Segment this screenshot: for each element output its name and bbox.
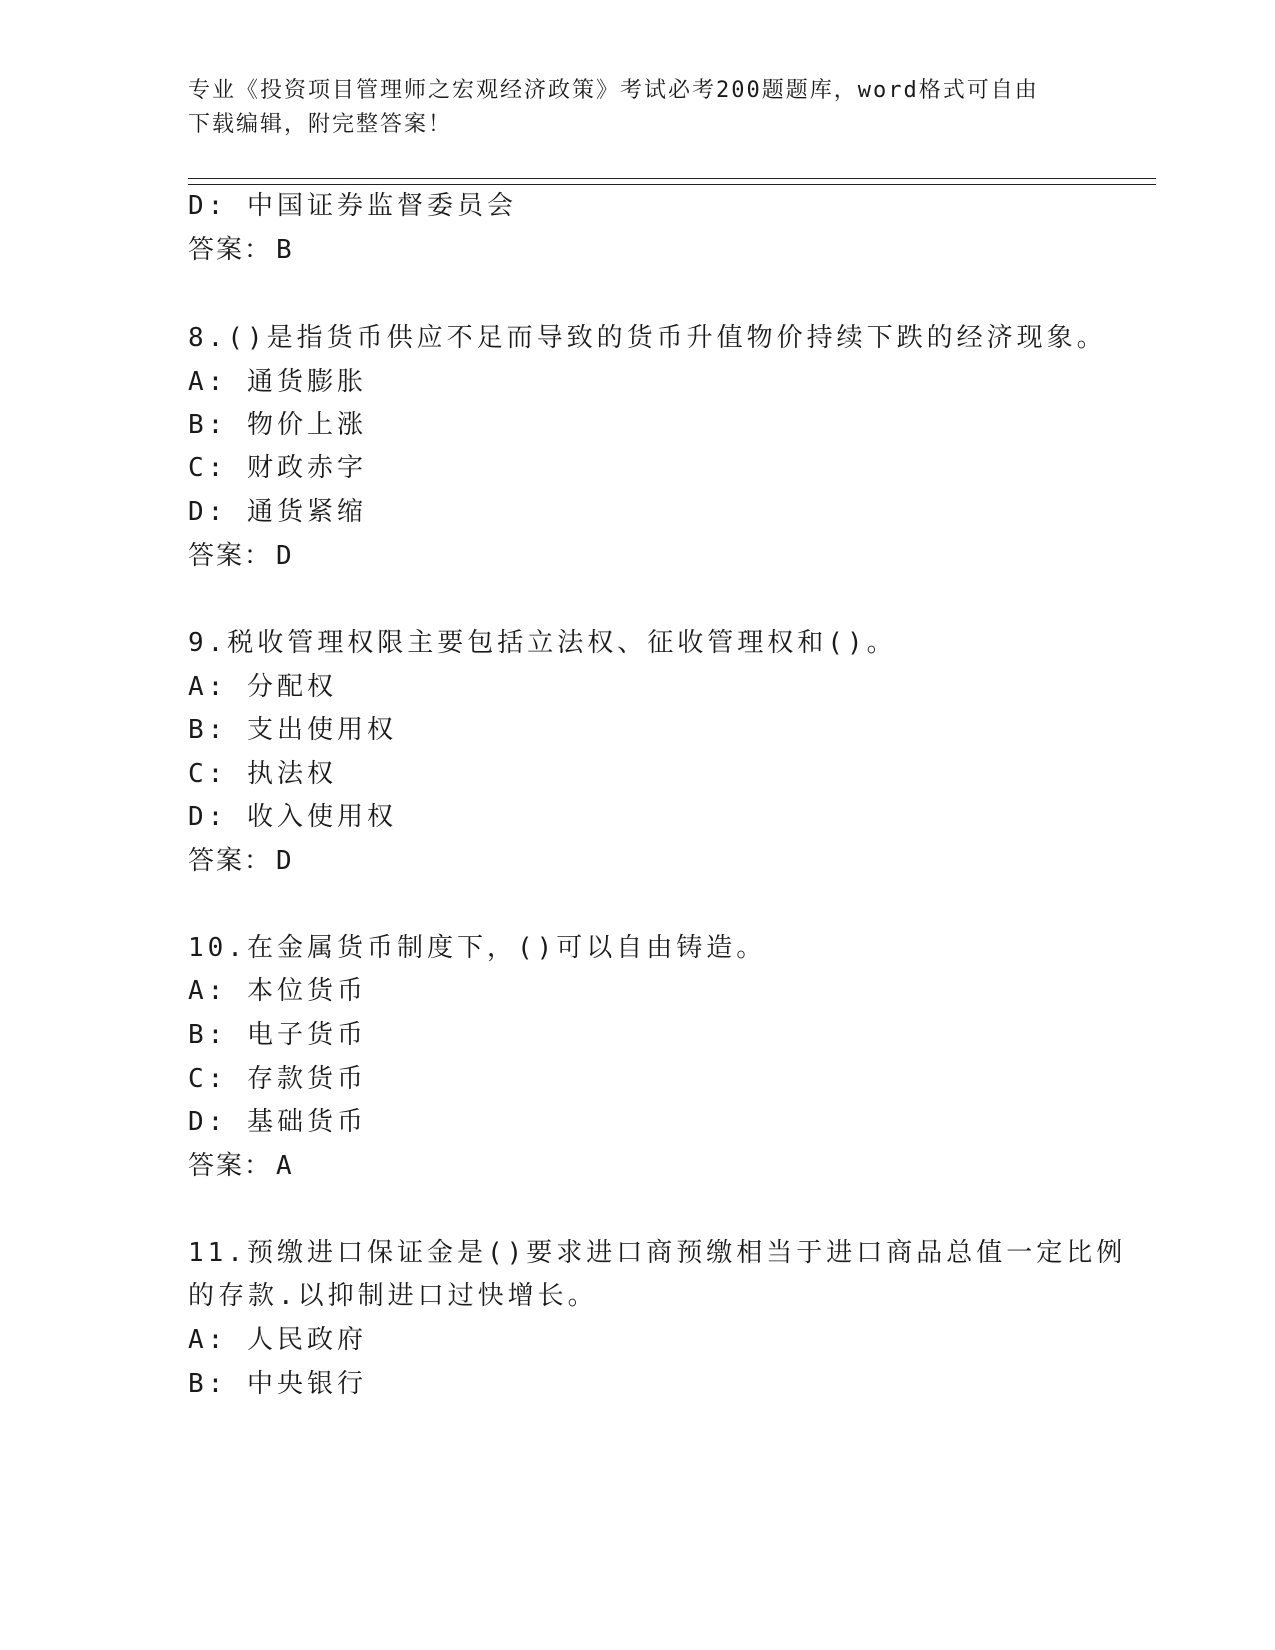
prev-option-d: D: 中国证券监督委员会 (188, 191, 517, 221)
q9-option-d: D: 收入使用权 (188, 802, 397, 832)
answer-label: 答案： (188, 235, 273, 265)
answer-value: A (276, 1151, 294, 1181)
q11-stem-line-1: 11.预缴进口保证金是()要求进口商预缴相当于进口商品总值一定比例 (188, 1238, 1127, 1268)
q9-answer (188, 845, 294, 877)
q11-option-b: B: 中央银行 (188, 1369, 367, 1399)
answer-label: 答案： (188, 541, 273, 571)
q9-option-c: C: 执法权 (188, 759, 337, 789)
header-line-2: 下载编辑，附完整答案！ (188, 112, 453, 137)
header-divider-top (188, 178, 1156, 179)
q8-stem: 8.()是指货币供应不足而导致的货币升值物价持续下跌的经济现象。 (188, 323, 1107, 353)
answer-value: D (276, 541, 294, 571)
q8-option-b: B: 物价上涨 (188, 410, 367, 440)
q10-option-d: D: 基础货币 (188, 1107, 367, 1137)
q10-answer (188, 1150, 294, 1182)
answer-label: 答案： (188, 1151, 273, 1181)
q11-option-a: A: 人民政府 (188, 1325, 367, 1355)
answer-value: D (276, 846, 294, 876)
q10-option-c: C: 存款货币 (188, 1064, 367, 1094)
q9-option-a: A: 分配权 (188, 672, 337, 702)
prev-answer (188, 234, 294, 266)
header-line-1: 专业《投资项目管理师之宏观经济政策》考试必考200题题库，word格式可自由 (188, 78, 1039, 103)
q8-option-d: D: 通货紧缩 (188, 497, 367, 527)
header-divider-bottom (188, 184, 1156, 185)
q9-stem: 9.税收管理权限主要包括立法权、征收管理权和()。 (188, 628, 897, 658)
q10-stem: 10.在金属货币制度下，()可以自由铸造。 (188, 933, 767, 963)
q10-option-a: A: 本位货币 (188, 976, 367, 1006)
answer-label: 答案： (188, 846, 273, 876)
q8-option-a: A: 通货膨胀 (188, 367, 367, 397)
document-header (188, 74, 1088, 142)
q11-stem-line-2: 的存款.以抑制进口过快增长。 (188, 1281, 598, 1311)
q8-answer (188, 540, 294, 572)
q9-option-b: B: 支出使用权 (188, 715, 397, 745)
q10-option-b: B: 电子货币 (188, 1020, 367, 1050)
answer-value: B (276, 235, 294, 265)
q8-option-c: C: 财政赤字 (188, 453, 367, 483)
